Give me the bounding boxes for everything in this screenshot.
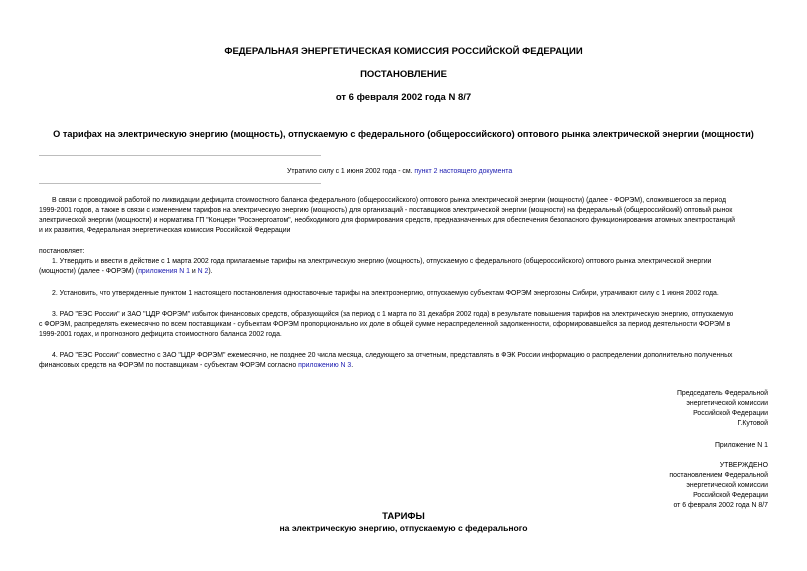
signature-line: Российской Федерации <box>693 410 768 417</box>
document-type-heading: ПОСТАНОВЛЕНИЕ <box>360 69 447 80</box>
item2-line: 2. Установить, что утвержденные пунктом 1 настоящего постановления одноставочные тарифы на электроэнергию, отпускаемую субъектам ФОРЭМ энергозоны Сибири, утрачивают силу с 1 июня 2002 года. <box>52 290 719 297</box>
approval-line: энергетической комиссии <box>686 482 768 489</box>
repeal-notice-text: Утратило силу с 1 июня 2002 года - см. <box>287 168 415 175</box>
tariffs-heading: ТАРИФЫ <box>382 511 425 522</box>
tariffs-subheading: на электрическую энергию, отпускаемую с федерального <box>279 523 528 533</box>
item1-text: и <box>189 268 198 275</box>
item4-line: 4. РАО "ЕЭС России" совместно с ЗАО "ЦДР ФОРЭМ" ежемесячно, не позднее 20 числа месяца, следующего за отчетным, представлять в ФЭК России информацию о распределении дополнительно полученных <box>52 352 733 359</box>
item3-line: 1999-2001 годах, и прогнозного дефицита стоимостного баланса 2002 года. <box>39 331 282 338</box>
notice-top-rule <box>39 155 321 156</box>
approval-line: УТВЕРЖДЕНО <box>719 462 768 469</box>
appendix1-link[interactable]: приложения N 1 <box>138 268 190 275</box>
signature-line: Г.Кутовой <box>737 420 768 427</box>
item3-line: 3. РАО "ЕЭС России" и ЗАО "ЦДР ФОРЭМ" избыток финансовых средств, образующийся (за период с 1 марта по 31 декабря 2002 года) в результате повышения тарифов на электрическую энергию, отпускаемую <box>52 311 734 318</box>
preamble-line: электрической энергии (мощности) и норматива ГП "Концерн "Росэнергоатом", необходимого для формирования средств, предназначенных для обеспечения безопасного функционирования атомных электростанций <box>39 217 735 224</box>
approval-line: постановлением Федеральной <box>669 472 768 479</box>
item1-line <box>39 267 213 277</box>
repeal-notice <box>287 167 512 177</box>
item1-text: ). <box>208 268 213 275</box>
item4-line <box>39 361 353 371</box>
document-date-heading: от 6 февраля 2002 года N 8/7 <box>335 92 472 103</box>
approval-line: Российской Федерации <box>693 492 768 499</box>
item4-text: . <box>351 362 354 369</box>
signature-line: Председатель Федеральной <box>676 390 768 397</box>
item1-text: (мощности) (далее - ФОРЭМ) ( <box>39 268 139 275</box>
approval-line: от 6 февраля 2002 года N 8/7 <box>673 502 768 509</box>
signature-line: энергетической комиссии <box>686 400 768 407</box>
item3-line: с ФОРЭМ, распределять ежемесячно по всем поставщикам - субъектам ФОРЭМ пропорционально их доле в общей сумме нераспределенной задолженности, сформировавшейся за период деятельности ФОРЭМ в <box>39 321 731 328</box>
issuer-heading: ФЕДЕРАЛЬНАЯ ЭНЕРГЕТИЧЕСКАЯ КОМИССИЯ РОССИЙСКОЙ ФЕДЕРАЦИИ <box>224 46 583 57</box>
item4-text: финансовых средств на ФОРЭМ по поставщикам - субъектам ФОРЭМ согласно <box>39 362 299 369</box>
preamble-line: 1999-2001 годов, а также в связи с изменением тарифов на электрическую энергию (мощность) для организаций - поставщиков электрической энергии (мощности) на федеральный (общероссийский) оптовый рынок <box>39 207 733 214</box>
appendix2-link[interactable]: N 2 <box>197 268 209 275</box>
preamble-line: В связи с проводимой работой по ликвидации дефицита стоимостного баланса федерального (общероссийского) оптового рынка электрической энергии (мощности) (далее - ФОРЭМ), сложившегося за период <box>52 197 727 204</box>
decrees-label: постановляет: <box>39 248 85 255</box>
appendix-label: Приложение N 1 <box>714 442 768 449</box>
signature-block <box>677 389 768 429</box>
appendix3-link[interactable]: приложению N 3 <box>298 362 352 369</box>
notice-bottom-rule <box>39 183 321 184</box>
document-title: О тарифах на электрическую энергию (мощность), отпускаемую с федерального (общероссийского) оптового рынка электрической энергии (мощности) <box>53 129 754 139</box>
approval-block <box>669 461 768 511</box>
item1-line: 1. Утвердить и ввести в действие с 1 марта 2002 года прилагаемые тарифы на электрическую энергию (мощность), отпускаемую с федерального (общероссийского) оптового рынка электрической энергии <box>52 258 712 265</box>
repeal-notice-link[interactable]: пункт 2 настоящего документа <box>414 168 513 175</box>
preamble-line: и их развития, Федеральная энергетическая комиссия Российской Федерации <box>39 227 291 234</box>
